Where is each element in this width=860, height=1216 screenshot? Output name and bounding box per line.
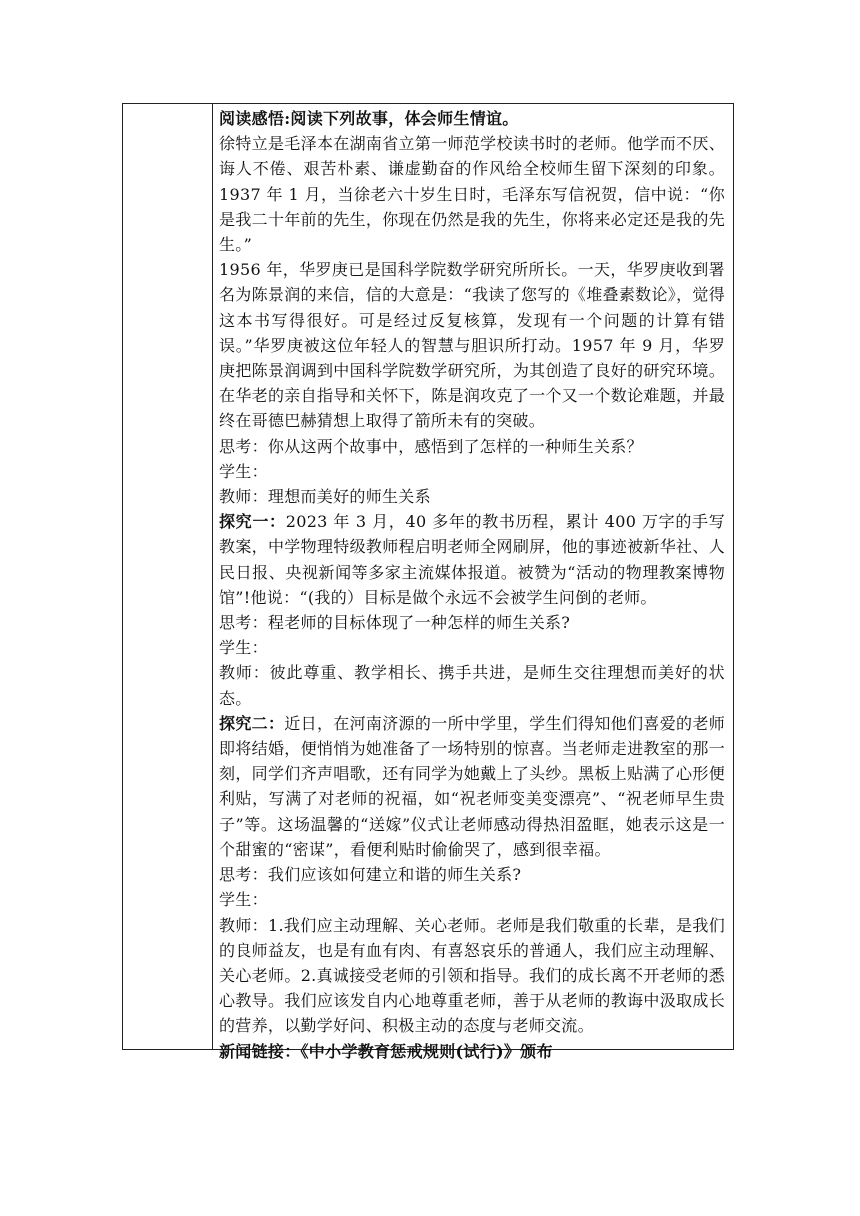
story-paragraph: 1956 年，华罗庚已是国科学院数学研究所所长。一天，华罗庚收到署名为陈景润的来信，信的大意是：“我读了您写的《堆叠素数论》，觉得这本书写得很好。可是经过反复核算，发现有一个问题的计算有错误。”华罗庚被这位年轻人的智慧与胆识所打动。1957 年 9 月，华罗庚把陈景润调到中国科学院数学研究所，为其创造了良好的研究环境。在华老的亲自指导和关怀下，陈是润攻克了一个又一个数论难题，并最终在哥德巴赫猜想上取得了箭所未有的突破。 [219,260,725,431]
story-paragraph: 徐特立是毛泽本在湖南省立第一师范学校读书时的老师。他学而不厌、诲人不倦、艰苦朴素、谦虚勤奋的作风给全校师生留下深刻的印象。1937 年 1 月，当徐老六十岁生日时，毛泽东写信祝贺，信中说：“你是我二十年前的先生，你现在仍然是我的先生，你将来必定还是我的先生。” [219,134,725,255]
teacher-answer: 教师：理想而美好的师生关系 [219,487,431,507]
section-heading: 阅读感悟:阅读下列故事，体会师生情谊。 [219,109,519,128]
explore-text: 2023 年 3 月，40 多年的教书历程，累计 400 万字的手写教案，中学物理特级教师程启明老师全网刷屏，他的事迹被新华社、人民日报、央视新闻等多家主流媒体报道。被赞为“活动的物理教案博物馆”!他说：“(我的）目标是做个永远不会被学生问倒的老师。 [219,512,726,607]
student-answer-label: 学生： [219,890,268,910]
student-answer-label: 学生： [219,461,268,481]
student-answer-label: 学生： [219,638,268,658]
explore-label: 探究二： [219,713,285,733]
explore-paragraph [219,509,725,610]
explore-label: 探究一： [219,512,286,532]
explore-paragraph [219,711,725,862]
lesson-table [122,103,734,1061]
teacher-answer: 教师：1.我们应主动理解、关心老师。老师是我们敬重的长辈，是我们的良师益友，也是有血有肉、有喜怒哀乐的普通人，我们应主动理解、关心老师。2.真诚接受老师的引领和指导。我们的成长离不开老师的悉心教导。我们应该发自内心地尊重老师，善于从老师的教诲中汲取成长的营养，以勤学好问、积极主动的态度与老师交流。 [219,915,725,1036]
table-content-cell [213,104,733,1061]
question-text: 思考：我们应该如何建立和谐的师生关系? [219,865,522,885]
question-text: 思考：程老师的目标体现了一种怎样的师生关系? [219,613,571,633]
teacher-answer: 教师：彼此尊重、教学相长、携手共进，是师生交往理想而美好的状态。 [219,663,725,708]
explore-text: 近日，在河南济源的一所中学里，学生们得知他们喜爱的老师即将结婚，便悄悄为她准备了一场特别的惊喜。当老师走进教室的那一刻，同学们齐声唱歌，还有同学为她戴上了头纱。黑板上贴满了心形便利贴，写满了对老师的祝福，如“祝老师变美变漂亮”、“祝老师早生贵子”等。这场温馨的“送嫁”仪式让老师感动得热泪盈眶，她表示这是一个甜蜜的“密谋”，看便利贴时偷偷哭了，感到很幸福。 [219,713,725,859]
news-link-heading: 新闻链接：《中小学教育惩戒规则(试行)》颁布 [219,1041,553,1061]
table-left-column [123,104,213,1049]
question-text: 思考：你从这两个故事中，感悟到了怎样的一种师生关系？ [219,436,643,456]
